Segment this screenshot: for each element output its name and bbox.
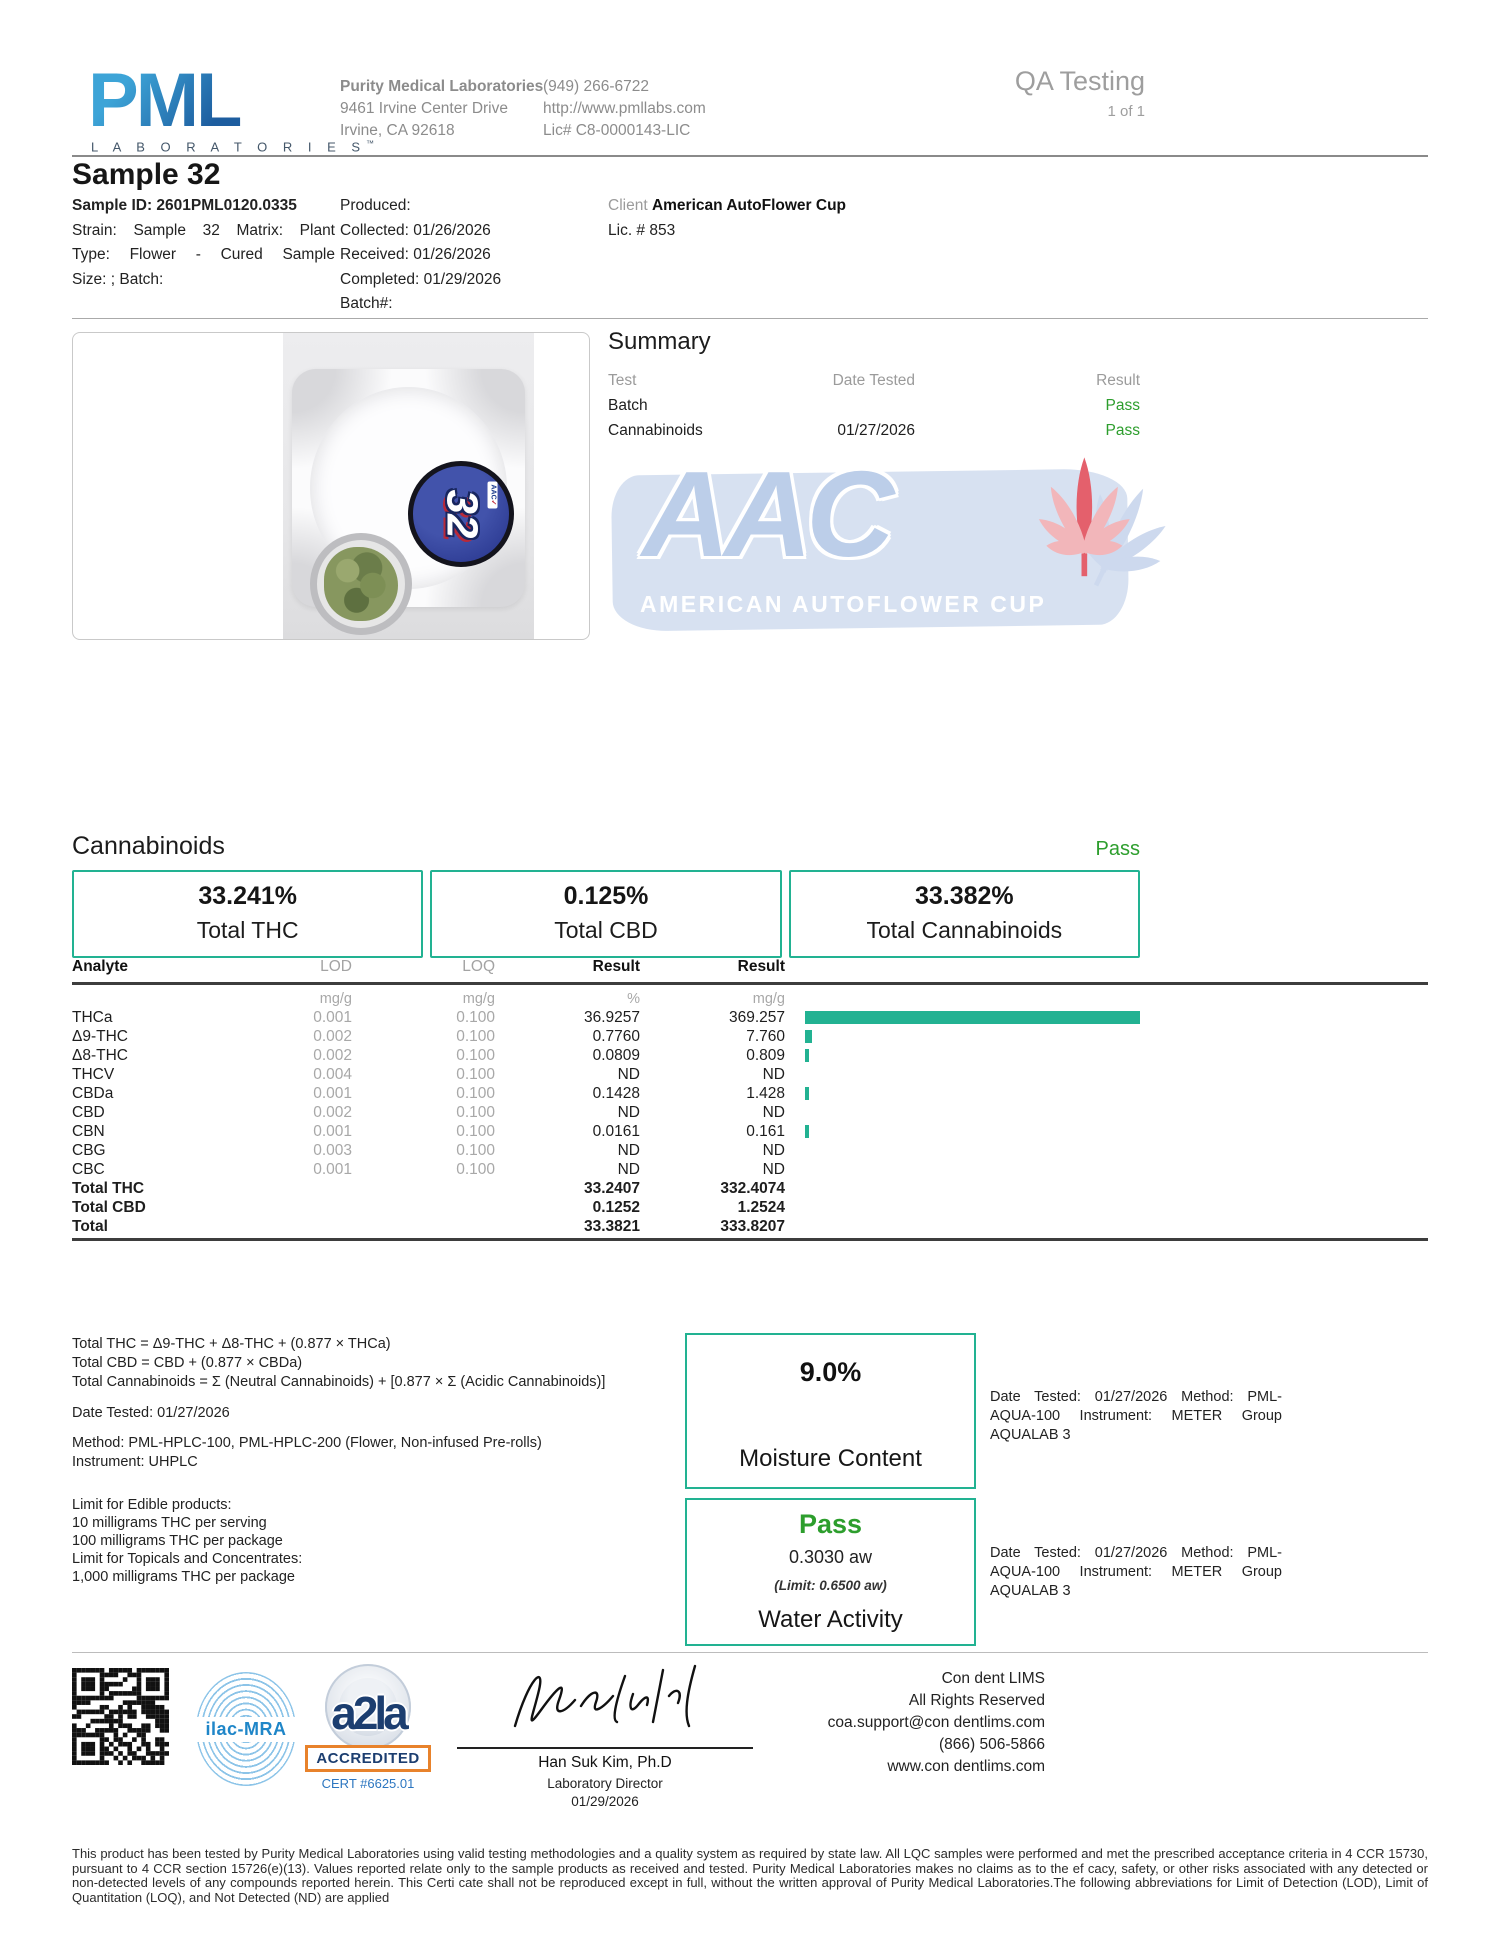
formula-total-thc: Total THC = Δ9-THC + Δ8-THC + (0.877 × THCa)	[72, 1336, 391, 1352]
summary-test-name: Batch	[608, 397, 648, 414]
aac-acronym: AAC	[642, 446, 889, 582]
analyte-lod: 0.001	[313, 1160, 352, 1178]
analyte-lod: 0.001	[313, 1084, 352, 1102]
analyte-result-pct: 0.7760	[592, 1027, 640, 1045]
analyte-result-mg: 0.161	[746, 1122, 785, 1140]
client-block	[608, 194, 928, 243]
analyte-table-row	[72, 1122, 1140, 1141]
signer-name: Han Suk Kim, Ph.D	[538, 1754, 672, 1771]
pml-logo-subtext: L A B O R A T O R I E S™	[91, 138, 375, 155]
lims-url: www.con dentlims.com	[887, 1758, 1045, 1775]
cannabis-leaf-icon	[992, 446, 1188, 651]
cannabinoids-status: Pass	[1095, 838, 1140, 860]
analyte-table-row	[72, 1103, 1140, 1122]
analyte-loq: 0.100	[456, 1084, 495, 1102]
sample-photo-strip	[283, 333, 534, 639]
analyte-lod: 0.002	[313, 1103, 352, 1121]
summary-date-tested: 01/27/2026	[837, 422, 915, 439]
analyte-name: CBDa	[72, 1084, 114, 1102]
analyte-name: Δ9-THC	[72, 1027, 128, 1045]
analyte-result-mg: 332.4074	[720, 1179, 785, 1197]
analyte-result-mg: 7.760	[746, 1027, 785, 1045]
report-type: QA Testing	[1014, 66, 1145, 96]
analyte-result-mg: ND	[762, 1065, 785, 1083]
col-result-pct: Result	[592, 958, 640, 975]
analyte-result-pct: 0.1252	[592, 1198, 640, 1216]
col-loq: LOQ	[462, 958, 495, 975]
client-label: Client	[608, 197, 648, 214]
total-cbd-box	[430, 870, 781, 958]
analyte-result-pct: 33.3821	[583, 1217, 640, 1235]
analyte-table-row	[72, 1160, 1140, 1179]
total-thc-label: Total THC	[196, 917, 299, 943]
lims-rights: All Rights Reserved	[908, 1692, 1045, 1709]
result-bar	[805, 1125, 1140, 1138]
water-activity-box	[685, 1498, 976, 1646]
lab-address-line2: Irvine, CA 92618	[340, 122, 455, 139]
summary-section	[608, 328, 1140, 447]
cannabinoid-stat-boxes	[72, 870, 1140, 958]
unit-lod: mg/g	[319, 991, 352, 1007]
formula-block	[72, 1335, 632, 1472]
lims-email: coa.support@con dentlims.com	[827, 1714, 1045, 1731]
summary-result: Pass	[1105, 422, 1140, 439]
analyte-name: CBN	[72, 1122, 105, 1140]
jar-lid	[408, 461, 514, 567]
analyte-name: THCa	[72, 1008, 113, 1026]
collected-date: Collected: 01/26/2026	[340, 221, 491, 239]
analyte-loq: 0.100	[456, 1160, 495, 1178]
analyte-name: Total CBD	[72, 1198, 146, 1216]
pml-logo	[88, 58, 375, 155]
cannabis-flower	[324, 547, 398, 621]
analyte-table-body	[72, 1008, 1140, 1236]
cannabinoids-date-tested: Date Tested: 01/27/2026	[72, 1405, 230, 1421]
signature-date: 01/29/2026	[571, 1794, 639, 1809]
analyte-table-row	[72, 1065, 1140, 1084]
header-divider	[72, 155, 1428, 157]
col-lod: LOD	[320, 958, 352, 975]
sample-dates-block	[340, 194, 580, 317]
analyte-result-pct: 0.0161	[592, 1122, 640, 1140]
limit-line-1: Limit for Edible products:	[72, 1497, 232, 1513]
jar-lid-number: 32	[436, 489, 486, 539]
analyte-table-row	[72, 1179, 1140, 1198]
analyte-loq: 0.100	[456, 1027, 495, 1045]
batch-number: Batch#:	[340, 295, 393, 312]
sample-photo	[72, 332, 590, 640]
analyte-result-mg: 0.809	[746, 1046, 785, 1064]
moisture-method-note: Date Tested: 01/27/2026 Method: PML-AQUA-100 Instrument: METER Group AQUALAB 3	[990, 1389, 1282, 1443]
analyte-name: CBC	[72, 1160, 105, 1178]
limit-line-4: Limit for Topicals and Concentrates:	[72, 1551, 303, 1567]
analyte-result-mg: 1.2524	[737, 1198, 785, 1216]
sample-type: Type: Flower - Cured Sample	[72, 246, 335, 263]
total-cbd-label: Total CBD	[554, 917, 658, 943]
analyte-loq: 0.100	[456, 1008, 495, 1026]
analyte-lod: 0.002	[313, 1046, 352, 1064]
result-bar	[805, 1087, 1140, 1100]
unit-loq: mg/g	[462, 991, 495, 1007]
col-result-mg: Result	[737, 958, 785, 975]
limit-line-5: 1,000 milligrams THC per package	[72, 1569, 295, 1585]
analyte-loq: 0.100	[456, 1122, 495, 1140]
aac-watermark	[612, 446, 1164, 632]
lab-phone: (949) 266-6722	[543, 78, 649, 95]
analyte-result-mg: ND	[762, 1141, 785, 1159]
summary-table-body	[608, 397, 1140, 447]
water-activity-label: Water Activity	[758, 1606, 903, 1633]
total-thc-value: 33.241%	[198, 882, 298, 910]
analyte-table-content	[72, 986, 1140, 1236]
total-thc-box	[72, 870, 423, 958]
lims-credit-block	[660, 1668, 1045, 1778]
lims-phone: (866) 506-5866	[939, 1736, 1045, 1753]
formula-total-cbd: Total CBD = CBD + (0.877 × CBDa)	[72, 1355, 303, 1371]
moisture-label: Moisture Content	[739, 1445, 922, 1472]
unit-mg: mg/g	[752, 991, 785, 1007]
qr-code	[72, 1668, 169, 1765]
water-activity-status: Pass	[798, 1509, 863, 1539]
water-activity-limit: (Limit: 0.6500 aw)	[774, 1578, 887, 1593]
limit-line-3: 100 milligrams THC per package	[72, 1533, 283, 1549]
analyte-loq: 0.100	[456, 1065, 495, 1083]
trademark-symbol: ™	[366, 138, 375, 148]
analyte-lod: 0.004	[313, 1065, 352, 1083]
analyte-loq: 0.100	[456, 1046, 495, 1064]
analyte-lod: 0.002	[313, 1027, 352, 1045]
analyte-table-row	[72, 1198, 1140, 1217]
accredited-badge: ACCREDITED	[305, 1745, 430, 1772]
lab-address-block	[340, 76, 543, 142]
result-bar	[805, 1011, 1140, 1024]
analyte-result-mg: ND	[762, 1103, 785, 1121]
analyte-table-row	[72, 1027, 1140, 1046]
water-activity-method-note: Date Tested: 01/27/2026 Method: PML-AQUA-100 Instrument: METER Group AQUALAB 3	[990, 1545, 1282, 1599]
analyte-name: Total THC	[72, 1179, 145, 1197]
a2la-mark: a2la	[331, 1687, 405, 1739]
lab-address-line1: 9461 Irvine Center Drive	[340, 100, 508, 117]
summary-table-header	[608, 372, 1140, 397]
analyte-name: Total	[72, 1217, 108, 1235]
unit-pct: %	[627, 991, 640, 1007]
analyte-lod: 0.001	[313, 1122, 352, 1140]
formula-total-cannabinoids: Total Cannabinoids = Σ (Neutral Cannabinoids) + [0.877 × Σ (Acidic Cannabinoids)]	[72, 1374, 606, 1390]
analyte-result-pct: 0.0809	[592, 1046, 640, 1064]
analyte-result-pct: ND	[617, 1065, 640, 1083]
badge-check-icon: ✓	[489, 499, 497, 506]
summary-col-date: Date Tested	[832, 372, 915, 389]
sample-id-block	[72, 194, 335, 292]
ilac-mra-logo	[196, 1672, 296, 1786]
moisture-value: 9.0%	[799, 1357, 862, 1387]
summary-result: Pass	[1105, 397, 1140, 414]
summary-title: Summary	[608, 328, 711, 355]
lab-url: http://www.pmllabs.com	[543, 100, 706, 117]
page-indicator: 1 of 1	[1107, 103, 1145, 120]
analyte-name: Δ8-THC	[72, 1046, 128, 1064]
pml-logo-text: PML	[88, 66, 308, 136]
summary-test-name: Cannabinoids	[608, 422, 703, 439]
moisture-content-box	[685, 1333, 976, 1489]
analyte-table-row	[72, 1046, 1140, 1065]
analyte-result-pct: 33.2407	[583, 1179, 640, 1197]
lims-name: Con dent LIMS	[941, 1670, 1045, 1687]
total-cannabinoids-box	[789, 870, 1140, 958]
cannabinoids-title: Cannabinoids	[72, 832, 225, 860]
table-bottom-rule	[72, 1238, 1428, 1241]
sample-strain: Strain: Sample 32 Matrix: Plant	[72, 221, 335, 239]
analyte-result-mg: 369.257	[728, 1008, 785, 1026]
accreditation-cert-number: CERT #6625.01	[321, 1776, 415, 1791]
received-date: Received: 01/26/2026	[340, 246, 491, 263]
produced-date: Produced:	[340, 197, 411, 214]
analyte-table	[72, 958, 1140, 980]
table-header-rule	[72, 982, 1428, 985]
analyte-lod: 0.003	[313, 1141, 352, 1159]
analyte-result-pct: ND	[617, 1160, 640, 1178]
analyte-result-mg: 333.8207	[720, 1217, 785, 1235]
sample-id: Sample ID: 2601PML0120.0335	[72, 197, 297, 214]
analyte-table-row	[72, 1141, 1140, 1160]
summary-col-test: Test	[608, 372, 637, 389]
analyte-units-row	[72, 991, 1140, 1008]
analyte-name: CBG	[72, 1141, 106, 1159]
aac-name: AMERICAN AUTOFLOWER CUP	[640, 591, 1047, 617]
client-line	[608, 194, 928, 219]
summary-table-row	[608, 397, 1140, 422]
analyte-table-row	[72, 1217, 1140, 1236]
client-name: American AutoFlower Cup	[651, 197, 847, 214]
thc-limits-block	[72, 1496, 432, 1586]
analyte-loq: 0.100	[456, 1141, 495, 1159]
report-type-block	[860, 66, 1145, 120]
water-activity-value: 0.3030 aw	[788, 1547, 873, 1567]
cannabinoids-method: Method: PML-HPLC-100, PML-HPLC-200 (Flower, Non-infused Pre-rolls)	[72, 1435, 542, 1451]
limit-line-2: 10 milligrams THC per serving	[72, 1515, 267, 1531]
sample-size: Size: ; Batch:	[72, 270, 164, 288]
total-cannabinoids-label: Total Cannabinoids	[866, 917, 1063, 943]
analyte-lod: 0.001	[313, 1008, 352, 1026]
footer-divider	[72, 1652, 1428, 1653]
total-cannabinoids-value: 33.382%	[914, 882, 1014, 910]
lab-license: Lic# C8-0000143-LIC	[543, 122, 691, 139]
analyte-name: CBD	[72, 1103, 105, 1121]
legal-disclaimer: This product has been tested by Purity Medical Laboratories using valid testing methodologies and a quality system as required by state law. All LQC samples were performed and met the prescribed acceptance criteria in 4 CCR 15730, pursuant to 4 CCR section 15726(e)(13). Values reported relate only to the sample products as received and tested. Purity Medical Laboratories makes no claims as to the ef cacy, safety, or other risks associated with any detected or non-detected levels of any compounds reported herein. This Certi cate shall not be reproduced except in full, without the written approval of Purity Medical Laboratories.The following abbreviations for Limit of Detection (LOD), Limit of Quantitation (LOQ), and Not Detected (ND) are applied	[72, 1846, 1428, 1905]
analyte-table-header	[72, 958, 1140, 980]
completed-date: Completed: 01/29/2026	[340, 270, 502, 288]
result-bar	[805, 1049, 1140, 1062]
signer-title: Laboratory Director	[547, 1776, 663, 1791]
analyte-result-pct: ND	[617, 1103, 640, 1121]
jar-lid-badge: AAC✓	[488, 481, 498, 508]
result-bar	[805, 1030, 1140, 1043]
ilac-mra-label: ilac-MRA	[205, 1719, 287, 1739]
analyte-result-mg: 1.428	[746, 1084, 785, 1102]
section-divider	[72, 318, 1428, 319]
analyte-result-mg: ND	[762, 1160, 785, 1178]
a2la-logo	[302, 1664, 434, 1791]
sample-jar	[310, 533, 412, 635]
col-analyte: Analyte	[72, 958, 128, 975]
lab-contact-block	[543, 76, 706, 142]
analyte-name: THCV	[72, 1065, 115, 1083]
analyte-table-row	[72, 1084, 1140, 1103]
cannabinoids-instrument: Instrument: UHPLC	[72, 1454, 198, 1470]
total-cbd-value: 0.125%	[563, 882, 649, 910]
analyte-result-pct: 36.9257	[583, 1008, 640, 1026]
summary-col-result: Result	[1096, 372, 1140, 389]
sample-title: Sample 32	[72, 158, 221, 191]
analyte-result-pct: ND	[617, 1141, 640, 1159]
analyte-result-pct: 0.1428	[592, 1084, 640, 1102]
analyte-loq: 0.100	[456, 1103, 495, 1121]
analyte-table-row	[72, 1008, 1140, 1027]
lab-name: Purity Medical Laboratories	[340, 78, 544, 95]
client-license: Lic. # 853	[608, 221, 676, 239]
photo-tray	[292, 369, 525, 607]
